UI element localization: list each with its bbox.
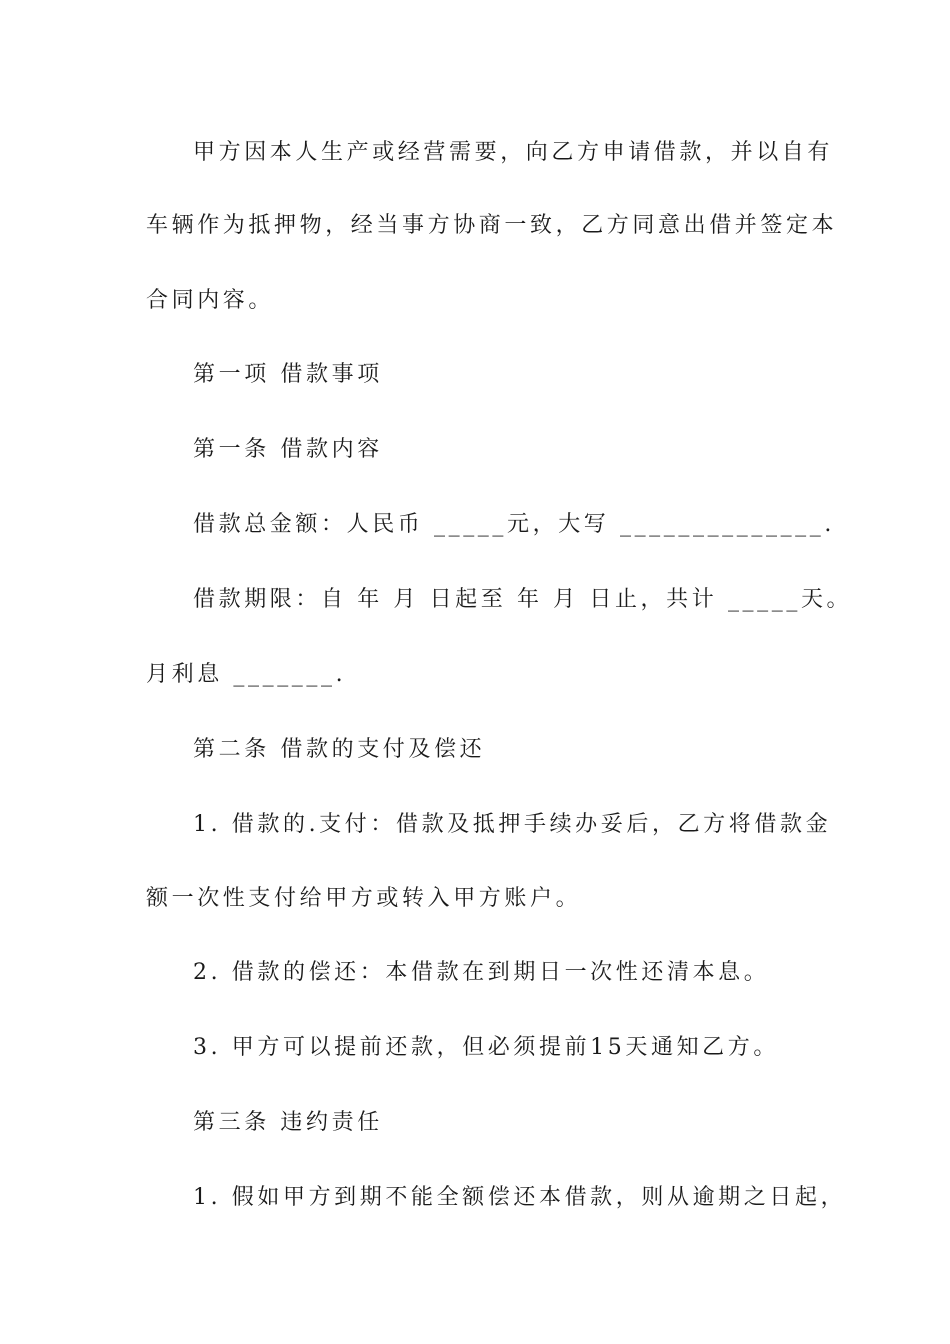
paragraph-intro-line-3: 合同内容。 <box>146 288 275 313</box>
monthly-interest-line: 月利息 _______. <box>146 662 347 687</box>
article-heading-2: 第二条 借款的支付及偿还 <box>193 737 486 762</box>
clause-2-1-line-1: 1. 借款的.支付：借款及抵押手续办妥后，乙方将借款金 <box>193 812 832 837</box>
section-heading-1: 第一项 借款事项 <box>193 362 383 387</box>
loan-amount-line: 借款总金额：人民币 _____元，大写 ______________. <box>193 512 835 537</box>
clause-2-3: 3. 甲方可以提前还款，但必须提前15天通知乙方。 <box>193 1035 779 1060</box>
article-heading-3: 第三条 违约责任 <box>193 1110 383 1135</box>
loan-term-line: 借款期限：自 年 月 日起至 年 月 日止，共计 _____天。 <box>193 587 853 612</box>
paragraph-intro-line-1: 甲方因本人生产或经营需要，向乙方申请借款，并以自有 <box>193 140 834 165</box>
clause-3-1-line-1: 1. 假如甲方到期不能全额偿还本借款，则从逾期之日起， <box>193 1185 847 1210</box>
article-heading-1: 第一条 借款内容 <box>193 437 383 462</box>
clause-2-1-line-2: 额一次性支付给甲方或转入甲方账户。 <box>146 886 582 911</box>
clause-2-2: 2. 借款的偿还：本借款在到期日一次性还清本息。 <box>193 960 770 985</box>
paragraph-intro-line-2: 车辆作为抵押物，经当事方协商一致，乙方同意出借并签定本 <box>146 213 838 238</box>
